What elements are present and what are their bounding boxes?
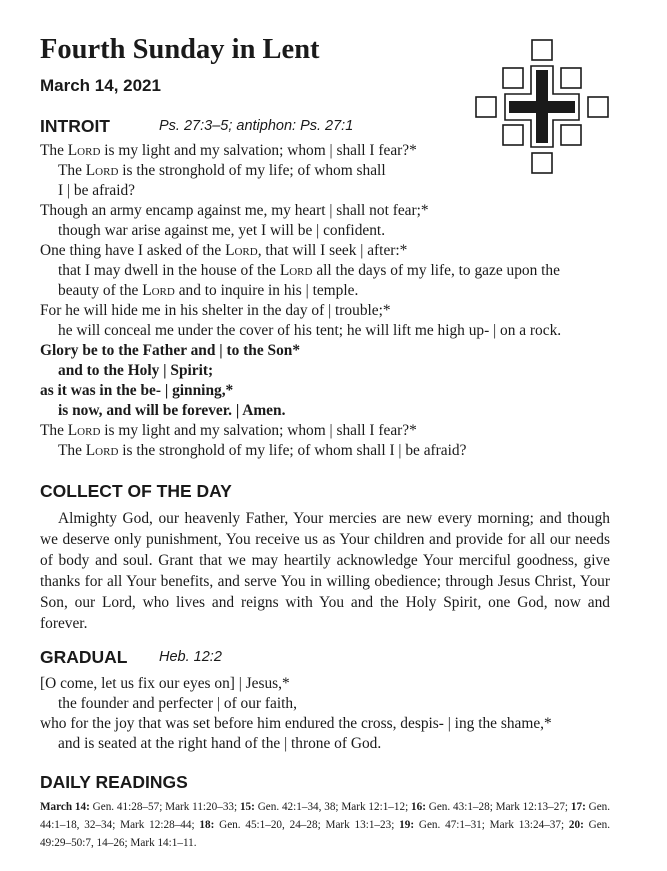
reading-passages: Gen. 41:28–57; Mark 11:20–33; [92, 801, 238, 813]
introit-line [40, 441, 630, 461]
introit-text-run: and to inquire in his | temple. [174, 282, 359, 299]
daily-readings-heading: DAILY READINGS [40, 772, 188, 792]
gradual-text-run: [O come, let us fix our eyes on] | Jesus,* [40, 675, 290, 692]
introit-text-run: Lord [279, 262, 313, 279]
introit-text-run: is now, and will be forever. | Amen. [58, 402, 286, 419]
introit-text-run: he will conceal me under the cover of his tent; he will lift me high up- | on a rock. [58, 322, 562, 339]
introit-text-run: The [40, 142, 68, 159]
reading-day: 18: [199, 819, 215, 831]
gradual-text-run: the founder and perfecter | of our faith, [58, 695, 297, 712]
reading-passages: Gen. 44:1–18, 32–34; Mark 12:28–44; [40, 801, 611, 831]
introit-reference: Ps. 27:3–5; antiphon: Ps. 27:1 [159, 118, 354, 134]
introit-text-run: The [58, 162, 86, 179]
reading-passages: Gen. 49:29–50:7, 14–26; Mark 14:1–11. [40, 819, 611, 849]
daily-readings-text [40, 798, 610, 852]
introit-text-run: Glory be to the Father and | to the Son* [40, 342, 301, 359]
collect-text: Almighty God, our heavenly Father, Your mercies are new every morning; and though we deserve only punishment, You receive us as Your children and provide for all our needs of body and soul. Grant that we may heartily acknowledge Your merciful goodness, give thanks for all Your benefits, and serve You in willing obedience; through Jesus Christ, Your Son, our Lord, who lives and reigns with You and the Holy Spirit, one God, now and forever. [40, 510, 610, 632]
service-date: March 14, 2021 [40, 76, 161, 95]
introit-text-run: beauty of the [58, 282, 143, 299]
introit-text-run: For he will hide me in his shelter in the day of | trouble;* [40, 302, 391, 319]
introit-text-run: Lord [85, 442, 119, 459]
introit-text-run: One thing have I asked of the [40, 242, 226, 259]
introit-heading: INTROIT [40, 116, 110, 136]
introit-text-run: Lord [85, 162, 119, 179]
reading-passages: Gen. 47:1–31; Mark 13:24–37; [418, 819, 565, 831]
introit-text-run: Lord [225, 242, 258, 259]
reading-day: March 14: [40, 801, 90, 813]
introit-text-run: The [40, 422, 68, 439]
introit-text-run: that I may dwell in the house of the [58, 262, 280, 279]
gradual-heading: GRADUAL [40, 647, 128, 667]
gradual-text-run: and is seated at the right hand of the | throne of God. [58, 735, 382, 752]
introit-line [40, 381, 630, 401]
introit-line [40, 361, 630, 381]
introit-text-run: as it was in the be- | ginning,* [40, 382, 234, 399]
gradual-line [40, 694, 630, 714]
introit-line [40, 301, 630, 321]
reading-day: 15: [239, 801, 255, 813]
introit-line [40, 281, 630, 301]
reading-day: 19: [399, 819, 415, 831]
collect-heading: COLLECT OF THE DAY [40, 481, 232, 501]
introit-text-run: though war arise against me, yet I will be | confident. [58, 222, 386, 239]
reading-passages: Gen. 45:1–20, 24–28; Mark 13:1–23; [219, 819, 395, 831]
gradual-line [40, 734, 630, 754]
reading-passages: Gen. 42:1–34, 38; Mark 12:1–12; [257, 801, 409, 813]
introit-text-run: and to the Holy | Spirit; [58, 362, 214, 379]
reading-passages: Gen. 43:1–28; Mark 12:13–27; [428, 801, 569, 813]
introit-line [40, 321, 630, 341]
introit-text-run: Lord [67, 142, 101, 159]
introit-line [40, 421, 630, 441]
gradual-line [40, 714, 630, 734]
introit-text-run: The [58, 442, 86, 459]
introit-line [40, 241, 630, 261]
gradual-reference: Heb. 12:2 [159, 649, 222, 665]
introit-line [40, 181, 630, 201]
introit-line [40, 341, 630, 361]
introit-text-run: all the days of my life, to gaze upon the [312, 262, 560, 279]
introit-line [40, 401, 630, 421]
reading-day: 20: [568, 819, 584, 831]
introit-text-run: is my light and my salvation; whom | shall I fear?* [100, 142, 417, 159]
page-title: Fourth Sunday in Lent [40, 34, 320, 65]
introit-text-run: is the stronghold of my life; of whom shall [118, 162, 386, 179]
introit-text-run: is my light and my salvation; whom | shall I fear?* [100, 422, 417, 439]
introit-text-run: Lord [67, 422, 101, 439]
gradual-text [40, 674, 630, 754]
introit-line [40, 201, 630, 221]
introit-text [40, 141, 630, 461]
introit-text-run: , that will I seek | after:* [257, 242, 408, 259]
introit-text-run: is the stronghold of my life; of whom shall I | be afraid? [118, 442, 467, 459]
introit-line [40, 261, 630, 281]
introit-text-run: Lord [142, 282, 175, 299]
introit-text-run: I | be afraid? [58, 182, 135, 199]
introit-line [40, 141, 630, 161]
reading-day: 17: [570, 801, 586, 813]
gradual-line [40, 674, 630, 694]
introit-text-run: Though an army encamp against me, my heart | shall not fear;* [40, 202, 429, 219]
reading-day: 16: [411, 801, 426, 813]
introit-line [40, 221, 630, 241]
introit-line [40, 161, 630, 181]
gradual-text-run: who for the joy that was set before him endured the cross, despis- | ing the shame,* [40, 715, 552, 732]
